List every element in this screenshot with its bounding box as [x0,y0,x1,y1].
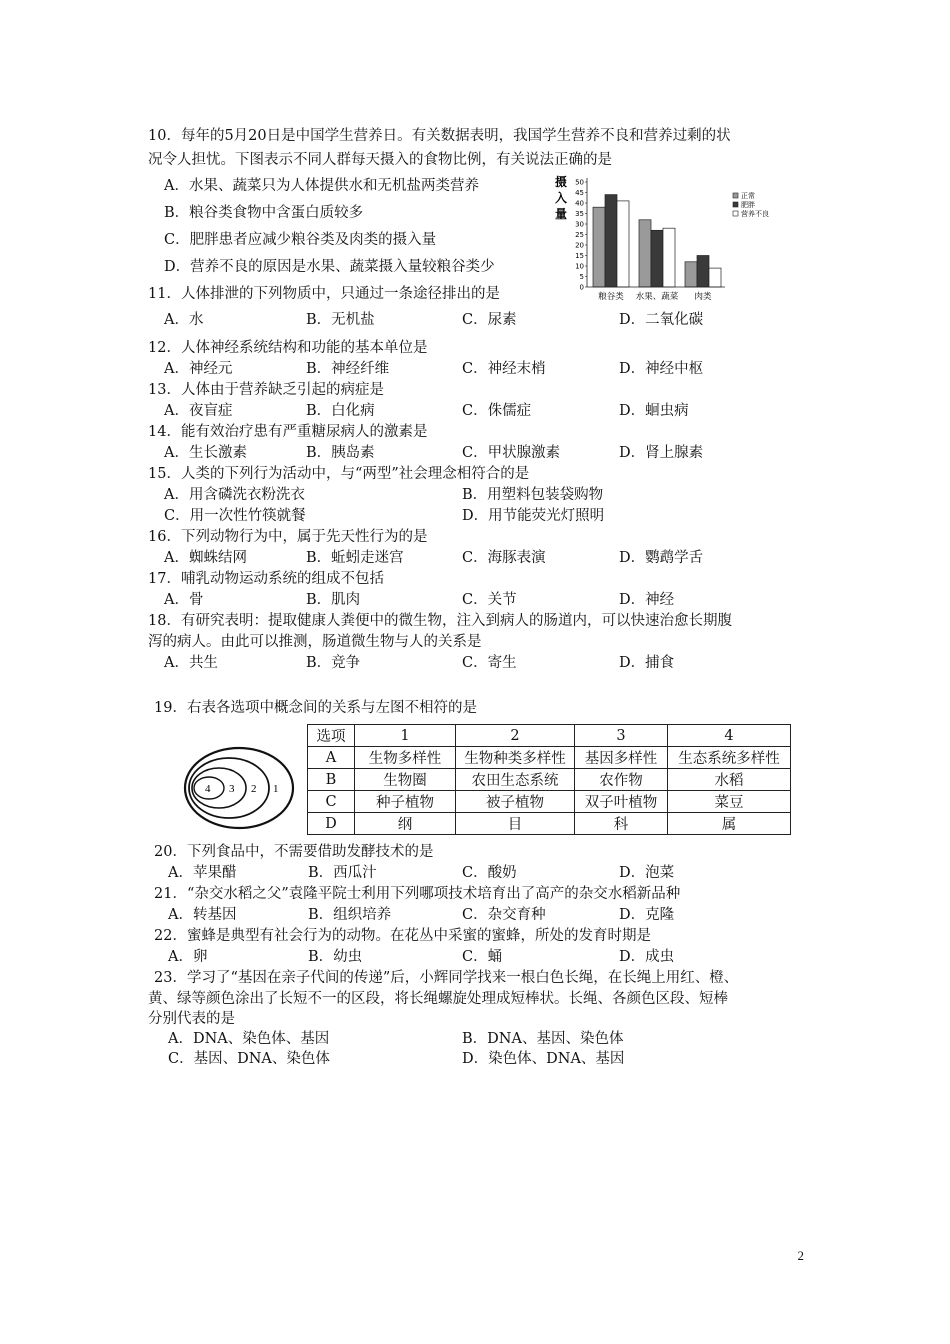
q11-option-b: B．无机盐 [306,312,375,328]
q23-option-c: C．基因、DNA、染色体 [168,1051,330,1067]
q17-stem: 17．哺乳动物运动系统的组成不包括 [148,571,384,587]
q13-option-d: D．蛔虫病 [619,403,689,419]
q23-option-d: D．染色体、DNA、基因 [462,1051,625,1067]
table-row [308,769,791,791]
q23-option-b: B．DNA、基因、染色体 [462,1031,624,1047]
q20-option-b: B．西瓜汁 [308,865,377,881]
q16-option-a: A．蜘蛛结网 [164,550,247,566]
q22-stem: 22．蜜蜂是典型有社会行为的动物。在花丛中采蜜的蜜蜂，所处的发育时期是 [154,928,651,944]
q21-option-a: A．转基因 [168,907,237,923]
bar-2-2 [709,268,721,287]
legend-swatch [733,202,738,207]
q14-option-d: D．肾上腺素 [619,445,704,461]
table-cell: 基因多样性 [575,747,668,769]
table-header-cell: 3 [575,725,668,747]
q13-stem: 13．人体由于营养缺乏引起的病症是 [148,382,384,398]
q23-option-a: A．DNA、染色体、基因 [168,1031,330,1047]
q10-stem-line2: 况令人担忧。下图表示不同人群每天摄入的食物比例，有关说法正确的是 [148,152,612,168]
table-row [308,813,791,835]
q23-stem-line3: 分别代表的是 [148,1011,235,1027]
table-cell: 被子植物 [456,791,575,813]
q11-option-d: D．二氧化碳 [619,312,704,328]
y-tick-label: 20 [575,241,584,250]
q18-option-c: C．寄生 [462,655,517,671]
q12-option-c: C．神经末梢 [462,361,546,377]
y-label-char: 量 [555,207,568,221]
table-header-cell: 2 [456,725,575,747]
table-cell: 农田生态系统 [456,769,575,791]
bar-1-0 [639,220,651,287]
q10-option-c: C．肥胖患者应减少粮谷类及肉类的摄入量 [164,232,437,248]
q22-option-a: A．卵 [168,949,208,965]
q15-stem: 15．人类的下列行为活动中，与“两型”社会理念相符合的是 [148,466,530,482]
y-label-char: 摄 [555,175,568,189]
q17-option-c: C．关节 [462,592,517,608]
q10-option-a: A．水果、蔬菜只为人体提供水和无机盐两类营养 [164,178,479,194]
q23-stem-line2: 黄、绿等颜色涂出了长短不一的区段，将长绳螺旋处理成短棒状。长绳、各颜色区段、短棒 [148,991,728,1007]
table-header-cell: 4 [668,725,791,747]
food-intake-bar-chart [553,172,785,304]
bar-1-2 [663,228,675,287]
q16-option-d: D．鹦鹉学舌 [619,550,704,566]
table-cell: 属 [668,813,791,835]
q18-stem-line2: 泻的病人。由此可以推测，肠道微生物与人的关系是 [148,634,482,650]
table-cell: B [308,769,355,791]
y-tick-label: 5 [579,273,584,281]
legend-label: 肥胖 [741,201,755,209]
q15-option-d: D．用节能荧光灯照明 [462,508,605,524]
table-header-row [308,725,791,747]
circle-label-1: 1 [273,783,279,795]
q12-option-b: B．神经纤维 [306,361,390,377]
table-header-cell: 选项 [308,725,355,747]
q23-stem-line1: 23．学习了“基因在亲子代间的传递”后，小辉同学找来一根白色长绳，在长绳上用红、橙、 [154,970,739,986]
q18-option-d: D．捕食 [619,655,675,671]
y-tick-label: 15 [575,252,584,260]
table-cell: 种子植物 [355,791,456,813]
page-number: 2 [797,1248,804,1263]
q14-option-c: C．甲状腺激素 [462,445,561,461]
q17-option-a: A．骨 [164,592,204,608]
table-cell: 生物多样性 [355,747,456,769]
bar-1-1 [651,230,663,287]
q16-stem: 16．下列动物行为中，属于先天性行为的是 [148,529,428,545]
q15-option-c: C．用一次性竹筷就餐 [164,508,306,524]
q14-stem: 14．能有效治疗患有严重糖尿病人的激素是 [148,424,428,440]
q11-stem: 11．人体排泄的下列物质中，只通过一条途径排出的是 [148,286,500,302]
y-tick-label: 35 [575,210,584,218]
table-cell: 菜豆 [668,791,791,813]
q14-option-b: B．胰岛素 [306,445,375,461]
table-cell: D [308,813,355,835]
table-cell: 生态系统多样性 [668,747,791,769]
category-label: 水果、蔬菜 [635,292,679,302]
q16-option-b: B．蚯蚓走迷宫 [306,550,404,566]
q22-option-c: C．蛹 [462,949,503,965]
y-tick-label: 45 [575,189,584,197]
q15-option-a: A．用含磷洗衣粉洗衣 [164,487,305,503]
q10-stem-line1: 10．每年的5月20日是中国学生营养日。有关数据表明，我国学生营养不良和营养过剩的状 [148,128,731,144]
legend-swatch [733,211,738,216]
legend-label: 正常 [741,192,755,200]
q18-stem-line1: 18．有研究表明：提取健康人粪便中的微生物，注入到病人的肠道内，可以快速治愈长期腹 [148,613,732,629]
q20-option-a: A．苹果醋 [168,865,237,881]
bar-0-0 [593,207,605,287]
circle-label-4: 4 [205,783,211,795]
q18-option-b: B．竞争 [306,655,361,671]
table-row [308,747,791,769]
table-cell: C [308,791,355,813]
bar-2-0 [685,262,697,287]
q13-option-c: C．侏儒症 [462,403,532,419]
q12-option-a: A．神经元 [164,361,233,377]
table-cell: 生物种类多样性 [456,747,575,769]
table-cell: A [308,747,355,769]
y-tick-label: 25 [575,231,584,239]
y-label-char: 入 [555,191,568,205]
q14-option-a: A．生长激素 [164,445,247,461]
table-row [308,791,791,813]
table-cell: 双子叶植物 [575,791,668,813]
q11-option-c: C．尿素 [462,312,517,328]
chart-y-axis-label [555,174,567,221]
category-label: 粮谷类 [598,292,624,302]
table-cell: 水稻 [668,769,791,791]
table-cell: 目 [456,813,575,835]
nested-circles-diagram [183,746,295,830]
category-label: 肉类 [694,292,712,302]
q10-option-d: D．营养不良的原因是水果、蔬菜摄入量较粮谷类少 [164,259,495,275]
table-header-cell: 1 [355,725,456,747]
q20-option-d: D．泡菜 [619,865,675,881]
y-tick-label: 0 [579,283,584,292]
q19-options-table [307,724,791,835]
q21-option-b: B．组织培养 [308,907,392,923]
table-cell: 纲 [355,813,456,835]
q12-option-d: D．神经中枢 [619,361,704,377]
q18-option-a: A．共生 [164,655,218,671]
q21-option-c: C．杂交育种 [462,907,546,923]
q19-stem: 19．右表各选项中概念间的关系与左图不相符的是 [154,700,477,716]
y-tick-label: 50 [575,178,584,187]
q22-option-b: B．幼虫 [308,949,363,965]
bar-0-2 [617,201,629,287]
table-cell: 生物圈 [355,769,456,791]
q12-stem: 12．人体神经系统结构和功能的基本单位是 [148,340,428,356]
table-cell: 科 [575,813,668,835]
q16-option-c: C．海豚表演 [462,550,546,566]
q21-stem: 21．“杂交水稻之父”袁隆平院士利用下列哪项技术培育出了高产的杂交水稻新品种 [154,886,681,902]
q21-option-d: D．克隆 [619,907,675,923]
q10-option-b: B．粮谷类食物中含蛋白质较多 [164,205,364,221]
y-tick-label: 40 [575,199,584,208]
q20-option-c: C．酸奶 [462,865,517,881]
y-tick-label: 10 [575,262,584,271]
q20-stem: 20．下列食品中，不需要借助发酵技术的是 [154,844,434,860]
q17-option-b: B．肌肉 [306,592,361,608]
q11-option-a: A．水 [164,312,204,328]
legend-swatch [733,193,738,198]
q13-option-b: B．白化病 [306,403,375,419]
bar-0-1 [605,195,617,287]
q13-option-a: A．夜盲症 [164,403,233,419]
q15-option-b: B．用塑料包装袋购物 [462,487,604,503]
table-cell: 农作物 [575,769,668,791]
y-tick-label: 30 [575,220,584,229]
q17-option-d: D．神经 [619,592,675,608]
legend-label: 营养不良 [741,210,769,218]
bar-2-1 [697,256,709,288]
circle-label-3: 3 [229,783,235,795]
q22-option-d: D．成虫 [619,949,675,965]
circle-label-2: 2 [251,783,257,795]
